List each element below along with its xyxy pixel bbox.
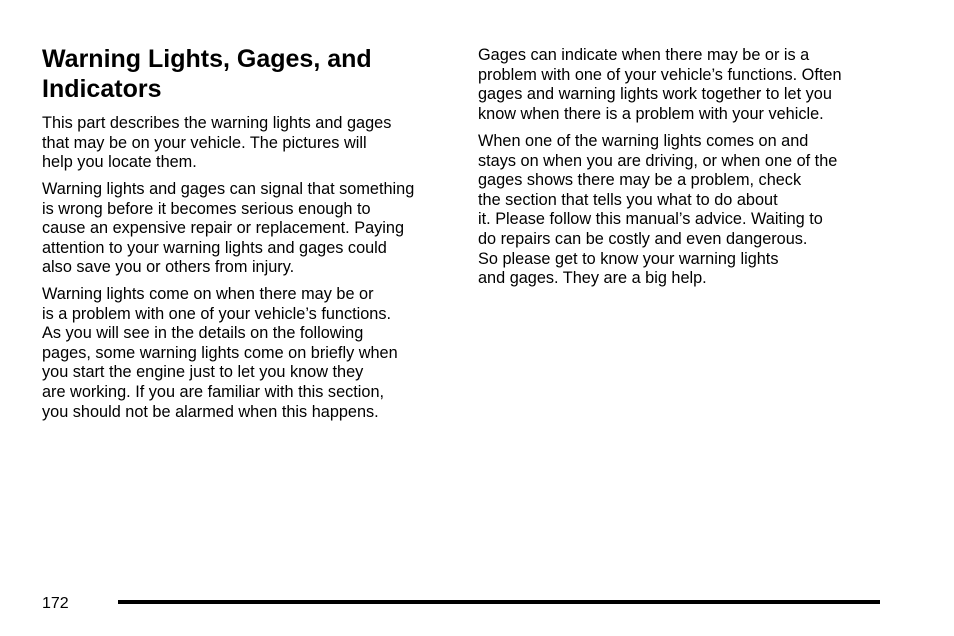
text-line: do repairs can be costly and even dangerous.: [478, 229, 808, 248]
paragraph-intro: [42, 114, 391, 173]
text-line: This part describes the warning lights and gages: [42, 114, 392, 132]
text-line: you should not be alarmed when this happens.: [42, 402, 379, 421]
text-line: gages and warning lights work together to let you: [478, 85, 832, 104]
text-line: the section that tells you what to do about: [478, 190, 778, 209]
text-line: you start the engine just to let you know they: [42, 363, 364, 382]
text-line: So please get to know your warning lights: [478, 249, 779, 268]
text-line: problem with one of your vehicle’s functions. Often: [478, 65, 842, 84]
text-line: help you locate them.: [42, 153, 197, 172]
paragraph-signal: [42, 180, 414, 278]
text-line: and gages. They are a big help.: [478, 269, 707, 288]
text-line: cause an expensive repair or replacement. Paying: [42, 219, 405, 238]
title-line: Indicators: [42, 75, 162, 103]
text-line: attention to your warning lights and gages could: [42, 238, 387, 257]
text-line: pages, some warning lights come on briefly when: [42, 343, 398, 362]
footer-rule: [118, 600, 880, 604]
text-line: is wrong before it becomes serious enough to: [42, 199, 371, 218]
page-title: [42, 44, 442, 104]
text-line: also save you or others from injury.: [42, 258, 295, 277]
text-line: gages shows there may be a problem, check: [478, 171, 802, 190]
text-line: know when there is a problem with your vehicle.: [478, 104, 824, 123]
text-line: Warning lights come on when there may be or: [42, 285, 374, 303]
text-line: When one of the warning lights comes on and: [478, 132, 809, 150]
text-line: Warning lights and gages can signal that something: [42, 180, 415, 198]
paragraph-come-on: [42, 285, 398, 422]
text-line: is a problem with one of your vehicle’s functions.: [42, 304, 392, 323]
paragraph-advice: [478, 132, 837, 289]
text-line: stays on when you are driving, or when one of the: [478, 151, 838, 170]
text-line: As you will see in the details on the following: [42, 324, 364, 343]
text-line: Gages can indicate when there may be or is a: [478, 46, 810, 64]
text-line: that may be on your vehicle. The pictures will: [42, 133, 367, 152]
text-line: it. Please follow this manual’s advice. Waiting to: [478, 210, 823, 229]
text-line: are working. If you are familiar with this section,: [42, 382, 385, 401]
page-number: 172: [42, 595, 69, 612]
title-line: Warning Lights, Gages, and: [42, 45, 372, 73]
paragraph-gages: [478, 46, 842, 124]
